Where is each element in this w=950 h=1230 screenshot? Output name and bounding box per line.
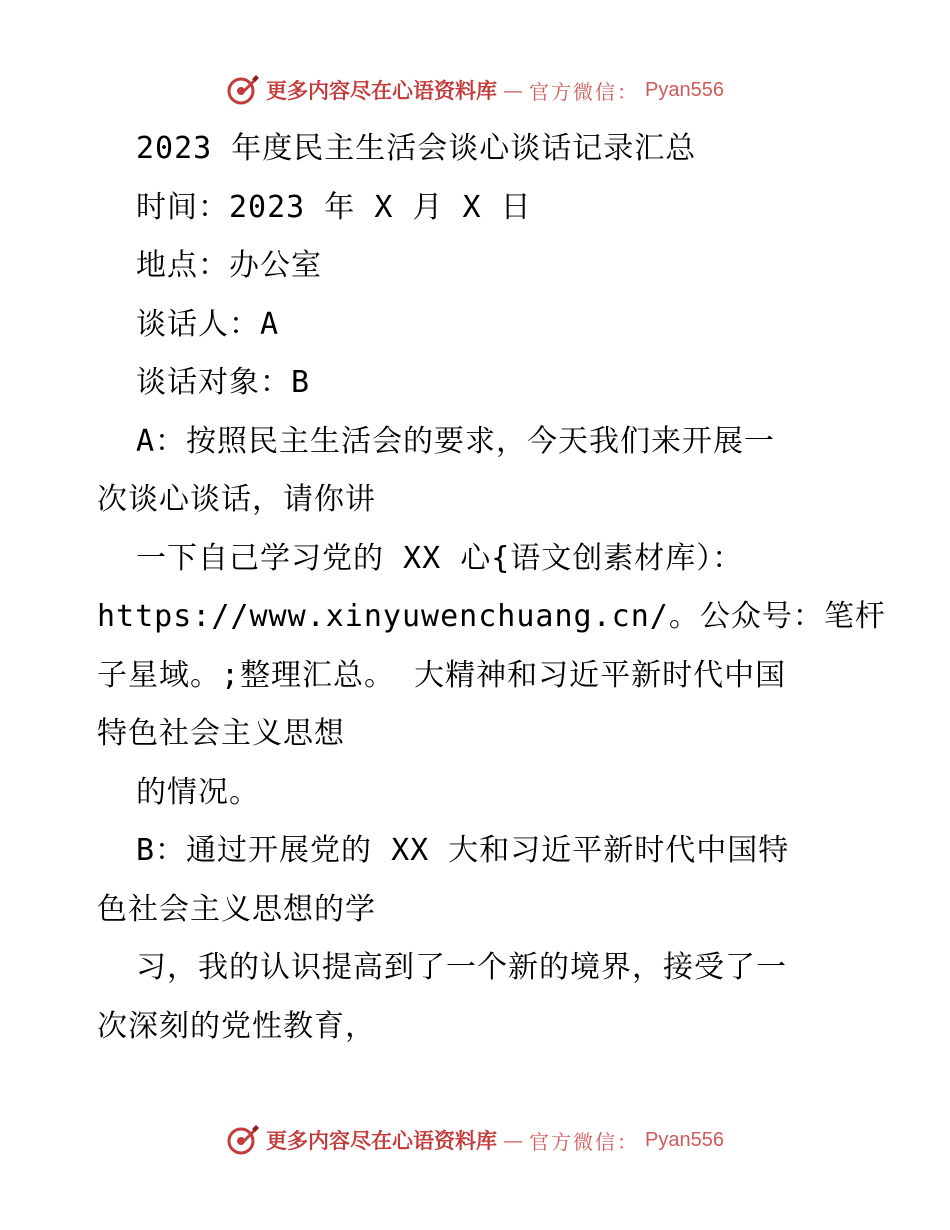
pen-logo-icon — [226, 73, 260, 107]
document-line: 时间：2023 年 X 月 X 日 — [136, 189, 532, 225]
banner-brand-text: 更多内容尽在心语资料库 — [266, 78, 498, 103]
document-line: 的情况。 — [136, 774, 260, 810]
document-line: A：按照民主生活会的要求，今天我们来开展一 — [136, 423, 776, 459]
footer-banner — [0, 1120, 950, 1160]
document-line: 色社会主义思想的学 — [97, 891, 376, 927]
banner-account: Pyan556 — [645, 1128, 724, 1151]
document-line: 地点：办公室 — [136, 248, 322, 283]
document-line: 特色社会主义思想 — [97, 716, 345, 751]
document-line: B：通过开展党的 XX 大和习近平新时代中国特 — [136, 833, 790, 868]
pen-logo-icon — [226, 1123, 260, 1157]
document-body — [97, 120, 886, 1056]
document-line: 谈话对象：B — [136, 365, 311, 400]
header-banner — [0, 70, 950, 110]
document-line: 2023 年度民主生活会谈心谈话记录汇总 — [136, 131, 697, 166]
document-line: 次深刻的党性教育， — [97, 1008, 376, 1044]
banner-separator: — — [503, 78, 524, 102]
document-line: 子星域。;整理汇总。 大精神和习近平新时代中国 — [97, 657, 787, 693]
document-line: https://www.xinyuwenchuang.cn/。公众号：笔杆 — [97, 599, 886, 634]
banner-separator: — — [503, 1128, 524, 1152]
document-line: 习，我的认识提高到了一个新的境界，接受了一 — [136, 950, 787, 985]
banner-account: Pyan556 — [645, 78, 724, 101]
document-line: 次谈心谈话，请你讲 — [97, 482, 376, 517]
document-line: 谈话人：A — [136, 306, 280, 342]
document-line: 一下自己学习党的 XX 心{语文创素材库）： — [136, 540, 744, 576]
banner-wechat-label: 官方微信： — [529, 1129, 640, 1154]
banner-wechat-label: 官方微信： — [529, 79, 640, 104]
banner-brand-text: 更多内容尽在心语资料库 — [266, 1128, 498, 1153]
